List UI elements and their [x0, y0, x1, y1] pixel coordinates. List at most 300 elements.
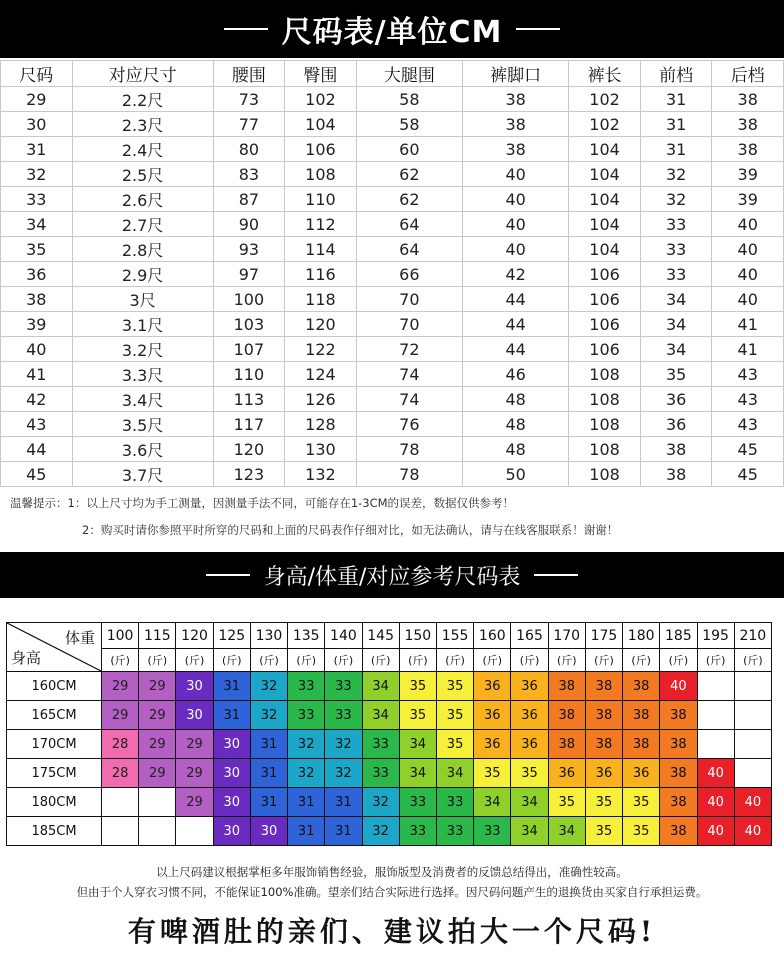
table-cell: 2.3尺	[72, 112, 213, 137]
size-cell: 34	[362, 701, 399, 730]
table-cell: 48	[463, 412, 569, 437]
table-cell: 41	[712, 312, 784, 337]
table-cell: 132	[285, 462, 357, 487]
table-cell: 33	[640, 212, 712, 237]
size-cell: 28	[102, 759, 139, 788]
table-cell: 44	[1, 437, 73, 462]
table-row	[1, 212, 784, 237]
table-cell: 36	[640, 412, 712, 437]
table-cell: 102	[569, 87, 641, 112]
table-cell: 41	[1, 362, 73, 387]
height-row	[7, 759, 772, 788]
unit-label: (斤)	[176, 649, 213, 672]
weight-header: 195	[697, 623, 734, 649]
table-cell: 32	[640, 187, 712, 212]
size-cell: 35	[585, 788, 622, 817]
height-row	[7, 672, 772, 701]
size-cell: 34	[399, 759, 436, 788]
size-cell: 33	[399, 788, 436, 817]
unit-label: (斤)	[511, 649, 548, 672]
table-cell: 43	[712, 412, 784, 437]
table-cell: 45	[1, 462, 73, 487]
unit-label: (斤)	[288, 649, 325, 672]
table-cell: 31	[1, 137, 73, 162]
table-cell: 31	[640, 112, 712, 137]
size-cell: 30	[213, 788, 250, 817]
table-cell: 41	[712, 337, 784, 362]
banner-dash-right	[534, 574, 578, 576]
table-cell: 100	[213, 287, 285, 312]
size-cell: 33	[362, 759, 399, 788]
size-cell: 35	[474, 759, 511, 788]
size-cell: 32	[325, 759, 362, 788]
table-cell: 106	[569, 287, 641, 312]
size-cell: 29	[102, 672, 139, 701]
table-cell: 107	[213, 337, 285, 362]
unit-label: (斤)	[623, 649, 660, 672]
table-cell: 3.4尺	[72, 387, 213, 412]
table-cell: 34	[640, 287, 712, 312]
weight-header: 160	[474, 623, 511, 649]
size-cell: 33	[288, 701, 325, 730]
unit-label: (斤)	[139, 649, 176, 672]
footer-line-2: 但由于个人穿衣习惯不同，不能保证100%准确。望亲们结合实际进行选择。因尺码问题产生的退换货由买家自行承担运费。	[76, 885, 708, 899]
table-row	[1, 187, 784, 212]
size-cell: 32	[362, 788, 399, 817]
size-cell: 30	[250, 817, 287, 846]
table-cell: 108	[285, 162, 357, 187]
size-cell: 31	[288, 788, 325, 817]
table-cell: 97	[213, 262, 285, 287]
table-cell: 31	[640, 137, 712, 162]
size-cell	[734, 672, 771, 701]
table-cell: 39	[712, 162, 784, 187]
weight-header: 115	[139, 623, 176, 649]
weight-header: 155	[436, 623, 473, 649]
table-cell: 34	[640, 337, 712, 362]
table-cell: 29	[1, 87, 73, 112]
size-cell: 35	[623, 788, 660, 817]
table-cell: 40	[463, 162, 569, 187]
table-cell: 122	[285, 337, 357, 362]
table-cell: 80	[213, 137, 285, 162]
size-cell: 36	[548, 759, 585, 788]
table-cell: 114	[285, 237, 357, 262]
table-cell: 2.8尺	[72, 237, 213, 262]
size-cell	[734, 759, 771, 788]
size-cell: 38	[660, 759, 697, 788]
size-cell: 36	[474, 701, 511, 730]
size-cell: 35	[511, 759, 548, 788]
height-label: 175CM	[7, 759, 102, 788]
unit-label: (斤)	[102, 649, 139, 672]
size-cell: 33	[474, 817, 511, 846]
size-cell	[734, 701, 771, 730]
table-cell: 58	[356, 112, 462, 137]
weight-header: 180	[623, 623, 660, 649]
weight-header: 100	[102, 623, 139, 649]
table-cell: 38	[640, 437, 712, 462]
size-cell: 33	[325, 701, 362, 730]
table-cell: 48	[463, 387, 569, 412]
table-row	[1, 412, 784, 437]
table-cell: 32	[640, 162, 712, 187]
table-cell: 40	[1, 337, 73, 362]
table-cell: 74	[356, 362, 462, 387]
unit-label: (斤)	[548, 649, 585, 672]
table-cell: 3.2尺	[72, 337, 213, 362]
height-label: 185CM	[7, 817, 102, 846]
weight-header: 130	[250, 623, 287, 649]
size-cell: 38	[660, 730, 697, 759]
table-cell: 38	[463, 87, 569, 112]
size-cell: 38	[548, 701, 585, 730]
table-cell: 45	[712, 462, 784, 487]
table-cell: 126	[285, 387, 357, 412]
table-cell: 76	[356, 412, 462, 437]
table-cell: 3尺	[72, 287, 213, 312]
table-cell: 102	[285, 87, 357, 112]
weight-header: 150	[399, 623, 436, 649]
size-cell: 35	[548, 788, 585, 817]
size-cell: 31	[325, 788, 362, 817]
table-cell: 106	[285, 137, 357, 162]
table-cell: 104	[569, 162, 641, 187]
size-cell: 34	[436, 759, 473, 788]
table-row	[1, 237, 784, 262]
height-label: 180CM	[7, 788, 102, 817]
weight-header: 140	[325, 623, 362, 649]
table-cell: 33	[640, 237, 712, 262]
size-chart-title: 尺码表/单位CM	[281, 15, 503, 50]
size-cell: 29	[139, 759, 176, 788]
size-cell: 33	[436, 817, 473, 846]
size-cell: 31	[250, 788, 287, 817]
table-cell: 64	[356, 237, 462, 262]
unit-label: (斤)	[697, 649, 734, 672]
size-cell: 33	[399, 817, 436, 846]
unit-label: (斤)	[213, 649, 250, 672]
table-cell: 104	[569, 137, 641, 162]
table-cell: 60	[356, 137, 462, 162]
table-cell: 93	[213, 237, 285, 262]
table-cell: 62	[356, 162, 462, 187]
size-cell: 30	[176, 701, 213, 730]
size-cell: 29	[176, 730, 213, 759]
height-label: 165CM	[7, 701, 102, 730]
table-cell: 118	[285, 287, 357, 312]
size-cell: 35	[436, 730, 473, 759]
table-cell: 38	[640, 462, 712, 487]
table-cell: 128	[285, 412, 357, 437]
size-cell: 35	[585, 817, 622, 846]
table-cell: 108	[569, 412, 641, 437]
weight-header: 175	[585, 623, 622, 649]
tip-line-1: 温馨提示：1：以上尺寸均为手工测量，因测量手法不同，可能存在1-3CM的误差，数据仅供参考！	[10, 496, 515, 510]
table-row	[1, 437, 784, 462]
size-cell: 38	[548, 672, 585, 701]
table-cell: 103	[213, 312, 285, 337]
banner-dash-right	[516, 28, 560, 30]
table-cell: 30	[1, 112, 73, 137]
size-cell: 36	[511, 730, 548, 759]
size-cell: 34	[474, 788, 511, 817]
size-cell	[102, 788, 139, 817]
size-cell: 31	[250, 730, 287, 759]
banner-dash-left	[206, 574, 250, 576]
size-cell: 40	[697, 788, 734, 817]
size-cell: 34	[548, 817, 585, 846]
table-cell: 83	[213, 162, 285, 187]
size-cell: 33	[288, 672, 325, 701]
size-cell: 31	[250, 759, 287, 788]
table-cell: 70	[356, 287, 462, 312]
table-cell: 42	[463, 262, 569, 287]
table-cell: 34	[1, 212, 73, 237]
footer-slogan: 有啤酒肚的亲们、建议拍大一个尺码!	[127, 915, 657, 948]
table-cell: 40	[712, 212, 784, 237]
unit-label: (斤)	[734, 649, 771, 672]
table-cell: 73	[213, 87, 285, 112]
table-cell: 110	[213, 362, 285, 387]
size-cell: 38	[660, 701, 697, 730]
table-cell: 38	[463, 137, 569, 162]
table-header-row	[1, 61, 784, 87]
unit-label: (斤)	[399, 649, 436, 672]
size-cell	[102, 817, 139, 846]
table-cell: 66	[356, 262, 462, 287]
table-cell: 32	[1, 162, 73, 187]
table-row	[1, 362, 784, 387]
table-cell: 2.4尺	[72, 137, 213, 162]
size-cell: 40	[734, 817, 771, 846]
size-cell: 31	[213, 701, 250, 730]
unit-label: (斤)	[474, 649, 511, 672]
table-cell: 72	[356, 337, 462, 362]
table-cell: 34	[640, 312, 712, 337]
size-cell: 35	[399, 672, 436, 701]
table-cell: 40	[463, 212, 569, 237]
unit-label: (斤)	[362, 649, 399, 672]
size-cell: 35	[623, 817, 660, 846]
height-row	[7, 788, 772, 817]
table-cell: 3.3尺	[72, 362, 213, 387]
table-cell: 43	[712, 362, 784, 387]
table-cell: 113	[213, 387, 285, 412]
table-cell: 102	[569, 112, 641, 137]
table-cell: 38	[712, 112, 784, 137]
table-cell: 35	[640, 362, 712, 387]
table-row	[1, 337, 784, 362]
table-cell: 31	[640, 87, 712, 112]
height-weight-table	[6, 622, 772, 846]
size-cell: 34	[511, 788, 548, 817]
table-cell: 116	[285, 262, 357, 287]
table-cell: 108	[569, 387, 641, 412]
footer-notes	[0, 862, 784, 950]
table-cell: 64	[356, 212, 462, 237]
height-weight-title: 身高/体重/对应参考尺码表	[263, 564, 521, 590]
size-cell: 32	[362, 817, 399, 846]
unit-label: (斤)	[585, 649, 622, 672]
table-cell: 3.1尺	[72, 312, 213, 337]
table-cell: 45	[712, 437, 784, 462]
weight-header: 170	[548, 623, 585, 649]
table-cell: 36	[1, 262, 73, 287]
table-cell: 38	[1, 287, 73, 312]
table-cell: 106	[569, 312, 641, 337]
size-cell: 29	[176, 759, 213, 788]
table-cell: 104	[569, 237, 641, 262]
size-cell: 31	[213, 672, 250, 701]
table-cell: 108	[569, 462, 641, 487]
size-cell: 35	[436, 672, 473, 701]
table-row	[1, 112, 784, 137]
banner-dash-left	[224, 28, 268, 30]
table-cell: 62	[356, 187, 462, 212]
column-header: 臀围	[285, 61, 357, 87]
size-cell: 36	[474, 672, 511, 701]
size-cell: 38	[660, 817, 697, 846]
table-cell: 50	[463, 462, 569, 487]
table-cell: 38	[712, 87, 784, 112]
size-cell: 40	[697, 759, 734, 788]
unit-row	[7, 649, 772, 672]
size-cell: 38	[585, 701, 622, 730]
table-cell: 124	[285, 362, 357, 387]
size-cell: 40	[660, 672, 697, 701]
table-cell: 35	[1, 237, 73, 262]
size-cell: 31	[325, 817, 362, 846]
height-label: 160CM	[7, 672, 102, 701]
table-cell: 3.6尺	[72, 437, 213, 462]
size-cell: 33	[362, 730, 399, 759]
size-cell: 30	[176, 672, 213, 701]
table-row	[1, 162, 784, 187]
corner-height-label: 身高	[11, 649, 42, 667]
size-cell: 31	[288, 817, 325, 846]
column-header: 裤长	[569, 61, 641, 87]
table-cell: 2.9尺	[72, 262, 213, 287]
table-cell: 90	[213, 212, 285, 237]
column-header: 前档	[640, 61, 712, 87]
table-cell: 3.7尺	[72, 462, 213, 487]
table-cell: 120	[213, 437, 285, 462]
size-cell: 30	[213, 759, 250, 788]
size-cell: 30	[213, 817, 250, 846]
table-cell: 39	[712, 187, 784, 212]
table-cell: 2.7尺	[72, 212, 213, 237]
size-cell: 36	[511, 672, 548, 701]
height-label: 170CM	[7, 730, 102, 759]
size-cell: 38	[585, 730, 622, 759]
table-cell: 110	[285, 187, 357, 212]
table-cell: 108	[569, 437, 641, 462]
unit-label: (斤)	[325, 649, 362, 672]
table-cell: 70	[356, 312, 462, 337]
table-cell: 104	[285, 112, 357, 137]
height-weight-banner	[0, 552, 784, 598]
size-cell: 30	[213, 730, 250, 759]
size-chart-banner	[0, 0, 784, 58]
table-cell: 112	[285, 212, 357, 237]
size-cell: 34	[399, 730, 436, 759]
table-row	[1, 137, 784, 162]
table-cell: 39	[1, 312, 73, 337]
table-cell: 40	[712, 237, 784, 262]
size-cell: 38	[548, 730, 585, 759]
table-row	[1, 262, 784, 287]
size-cell: 29	[139, 730, 176, 759]
table-cell: 106	[569, 337, 641, 362]
table-cell: 123	[213, 462, 285, 487]
weight-header: 120	[176, 623, 213, 649]
weight-header: 210	[734, 623, 771, 649]
size-cell: 38	[585, 672, 622, 701]
size-cell: 32	[288, 759, 325, 788]
table-cell: 48	[463, 437, 569, 462]
table-row	[1, 287, 784, 312]
tips-notes	[0, 490, 784, 546]
table-cell: 40	[712, 262, 784, 287]
table-cell: 130	[285, 437, 357, 462]
height-row	[7, 817, 772, 846]
table-cell: 104	[569, 187, 641, 212]
size-cell	[697, 701, 734, 730]
column-header: 腰围	[213, 61, 285, 87]
size-cell	[697, 672, 734, 701]
table-cell: 78	[356, 437, 462, 462]
table-cell: 40	[463, 187, 569, 212]
weight-header-row	[7, 623, 772, 649]
size-cell: 34	[362, 672, 399, 701]
size-cell: 36	[585, 759, 622, 788]
size-cell: 36	[623, 759, 660, 788]
table-cell: 117	[213, 412, 285, 437]
size-measurement-table	[0, 60, 784, 487]
table-cell: 106	[569, 262, 641, 287]
size-cell: 32	[325, 730, 362, 759]
size-cell: 28	[102, 730, 139, 759]
table-cell: 77	[213, 112, 285, 137]
table-cell: 58	[356, 87, 462, 112]
unit-label: (斤)	[250, 649, 287, 672]
table-cell: 2.5尺	[72, 162, 213, 187]
size-cell: 34	[511, 817, 548, 846]
table-cell: 33	[640, 262, 712, 287]
weight-header: 135	[288, 623, 325, 649]
height-weight-size-grid	[6, 622, 772, 846]
size-cell: 40	[697, 817, 734, 846]
size-cell: 36	[474, 730, 511, 759]
table-cell: 43	[1, 412, 73, 437]
size-cell: 40	[734, 788, 771, 817]
weight-header: 185	[660, 623, 697, 649]
table-cell: 74	[356, 387, 462, 412]
table-cell: 2.2尺	[72, 87, 213, 112]
table-row	[1, 312, 784, 337]
size-cell: 32	[250, 701, 287, 730]
weight-header: 165	[511, 623, 548, 649]
weight-header: 145	[362, 623, 399, 649]
table-cell: 43	[712, 387, 784, 412]
table-cell: 120	[285, 312, 357, 337]
column-header: 对应尺寸	[72, 61, 213, 87]
table-cell: 33	[1, 187, 73, 212]
size-cell	[176, 817, 213, 846]
table-cell: 104	[569, 212, 641, 237]
tip-line-2: 2：购买时请你参照平时所穿的尺码和上面的尺码表作仔细对比，如无法确认，请与在线客服联系！谢谢！	[82, 523, 619, 537]
